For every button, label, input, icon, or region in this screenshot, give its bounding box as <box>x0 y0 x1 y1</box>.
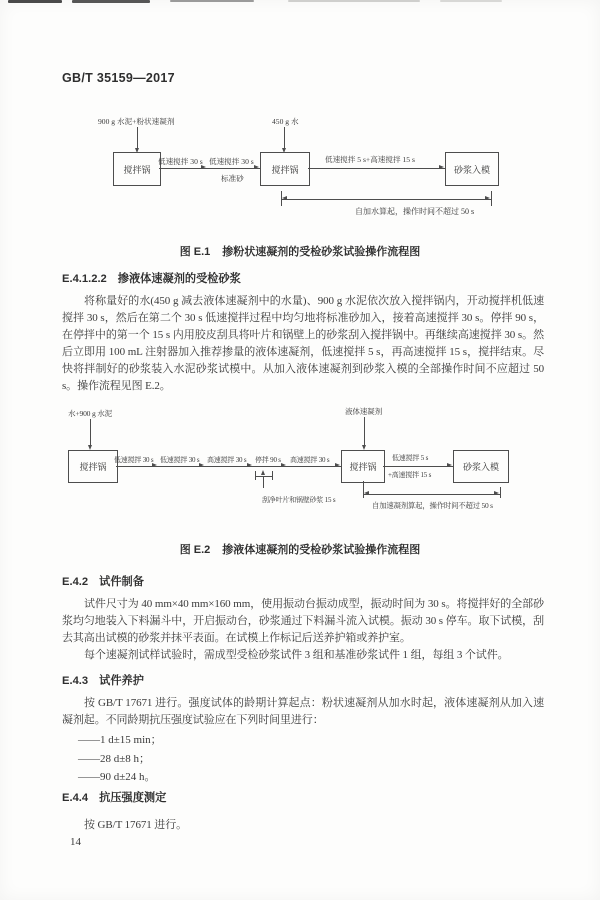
section-number: E.4.4 <box>62 792 89 804</box>
section-liquid-paragraph: 将称量好的水(450 g 减去液体速凝剂中的水量)、900 g 水泥依次放入搅拌锅内，开动搅拌机低速搅拌 30 s，然后在第二个 30 s 低速搅拌过程中均匀地将标准砂加入，接着高速搅拌 30 s。停拌 90 s，在停拌中的第一个 15 s 内用胶皮刮具将叶片和锅壁上的砂浆刮入搅拌锅中。再继续高速搅拌 30 s。然后立即用 100 mL 注射器加入推荐掺量的液体速凝剂，低速搅拌 5 s，再高速搅拌 15 s，搅拌结束。尽快将拌制好的砂浆装入水泥砂浆试模中。从加入液体速凝剂到砂浆入模的全部操作时间不应超过 50 s。操作流程见图 E.2。 <box>62 295 544 392</box>
section-number: E.4.1.2.2 <box>62 273 107 285</box>
scan-artifact <box>8 0 62 3</box>
fig2-scrape-note: 刮净叶片和锅壁砂浆 15 s <box>262 496 336 504</box>
right-arrowhead-icon <box>254 165 259 169</box>
section-title: 抗压强度测定 <box>99 792 167 804</box>
fig2-input-label: 水+900 g 水泥 <box>68 409 113 418</box>
standard-number-header: GB/T 35159—2017 <box>62 71 175 85</box>
fig1-caption <box>0 243 600 259</box>
fig1-dim-line <box>281 199 491 200</box>
fig2-final-step-line2: +高速搅拌 15 s <box>388 471 432 479</box>
section-title: 掺液体速凝剂的受检砂浆 <box>117 273 241 285</box>
left-arrowhead-icon <box>364 491 369 495</box>
page-number: 14 <box>70 836 81 848</box>
fig2-step5-label: 高速搅拌 30 s <box>290 456 330 464</box>
fig2-down-arrow-line <box>364 417 365 447</box>
up-arrowhead-icon <box>261 470 265 475</box>
scan-artifact <box>288 0 420 2</box>
fig1-input-cement-label: 900 g 水泥+粉状速凝剂 <box>98 117 175 126</box>
right-arrowhead-icon <box>494 491 499 495</box>
section-heading-liquid <box>62 270 241 286</box>
fig1-mixer-box-1: 搅拌锅 <box>113 152 161 186</box>
fig1-step3-label: 低速搅拌 5 s+高速搅拌 15 s <box>325 155 415 164</box>
right-arrowhead-icon <box>199 463 204 467</box>
fig1-input-water-label: 450 g 水 <box>272 117 299 126</box>
scan-artifact <box>170 0 254 2</box>
fig2-scrape-stem <box>263 476 264 488</box>
section-title: 试件制备 <box>99 576 144 588</box>
scan-artifact <box>440 0 502 2</box>
fig1-caption-label: 图 E.1 <box>179 246 211 258</box>
section-strength-paragraph: 按 GB/T 17671 进行。 <box>84 819 188 831</box>
section-specimen-paragraph1: 试件尺寸为 40 mm×40 mm×160 mm，使用振动台振动成型，振动时间为 30 s。将搅拌好的全部砂浆均匀地装入下料漏斗中，开启振动台，砂浆通过下料漏斗流入试模。振动 30 s 停车。取下试模，刮去其高出试模的砂浆并抹平表面。在试模上作标记后送养护箱或养护室。 <box>62 598 544 644</box>
left-arrowhead-icon <box>282 196 287 200</box>
fig1-down-arrow-line <box>137 127 138 149</box>
fig1-caption-title: 掺粉状速凝剂的受检砂浆试验操作流程图 <box>222 246 421 258</box>
right-arrowhead-icon <box>335 463 340 467</box>
fig2-step3-label: 高速搅拌 30 s <box>207 456 247 464</box>
section-heading-curing <box>62 672 144 688</box>
list-item: ——1 d±15 min； <box>78 734 162 746</box>
section-curing-paragraph: 按 GB/T 17671 进行。强度试体的龄期计算起点：粉状速凝剂从加水时起，液体速凝剂从加入速凝剂起。不同龄期抗压强度试验应在下列时间里进行： <box>62 697 544 726</box>
right-arrowhead-icon <box>485 196 490 200</box>
section-number: E.4.2 <box>62 576 89 588</box>
fig1-mixer-box-2: 搅拌锅 <box>260 152 310 186</box>
fig1-time-note: 自加水算起，操作时间不超过 50 s <box>355 207 475 216</box>
section-title: 试件养护 <box>99 675 144 687</box>
section-number: E.4.3 <box>62 675 89 687</box>
fig1-down-arrow-line <box>284 127 285 149</box>
fig2-accelerator-label: 液体速凝剂 <box>345 407 382 416</box>
fig1-arrow-line <box>159 168 207 169</box>
fig2-dim-line <box>363 494 500 495</box>
fig1-arrow-line <box>308 168 445 169</box>
fig2-dim-tick <box>500 487 501 498</box>
right-arrowhead-icon <box>247 463 252 467</box>
right-arrowhead-icon <box>439 165 444 169</box>
curing-age-list <box>62 731 544 787</box>
section-heading-specimen <box>62 573 144 589</box>
fig2-down-arrow-line <box>90 419 91 447</box>
fig2-scrape-line <box>255 476 273 477</box>
fig2-step4-label: 停拌 90 s <box>255 456 281 464</box>
fig1-standard-sand-label: 标准砂 <box>221 174 244 183</box>
fig1-step2-label: 低速搅拌 30 s <box>209 157 254 166</box>
fig2-caption-title: 掺液体速凝剂的受检砂浆试验操作流程图 <box>222 544 421 556</box>
fig2-final-step-line1: 低速搅拌 5 s <box>392 454 429 462</box>
right-arrowhead-icon <box>447 463 452 467</box>
fig2-step2-label: 低速搅拌 30 s <box>160 456 200 464</box>
fig2-caption <box>0 541 600 557</box>
section-heading-strength <box>62 789 166 805</box>
fig2-step1-label: 低速搅拌 30 s <box>114 456 154 464</box>
fig2-mold-box: 砂浆入模 <box>453 450 509 483</box>
fig2-arrow-line <box>383 466 453 467</box>
fig1-dim-tick <box>491 191 492 206</box>
list-item: ——28 d±8 h； <box>78 752 151 765</box>
fig2-time-note: 自加速凝剂算起，操作时间不超过 50 s <box>372 501 493 510</box>
fig2-flow-line <box>116 466 341 467</box>
scan-artifact <box>72 0 150 3</box>
list-item: ——90 d±24 h。 <box>78 771 156 784</box>
fig2-mixer-box-2: 搅拌锅 <box>341 450 385 483</box>
right-arrowhead-icon <box>281 463 286 467</box>
fig1-mold-box: 砂浆入模 <box>445 152 499 186</box>
section-specimen-paragraph2: 每个速凝剂试样试验时，需成型受检砂浆试件 3 组和基准砂浆试件 1 组，每组 3 个试件。 <box>84 649 509 661</box>
fig2-mixer-box-1: 搅拌锅 <box>68 450 118 483</box>
fig2-caption-label: 图 E.2 <box>179 544 211 556</box>
fig1-arrow-line <box>207 168 260 169</box>
fig2-dim-tick <box>363 481 364 498</box>
fig1-step1-label: 低速搅拌 30 s <box>158 157 203 166</box>
